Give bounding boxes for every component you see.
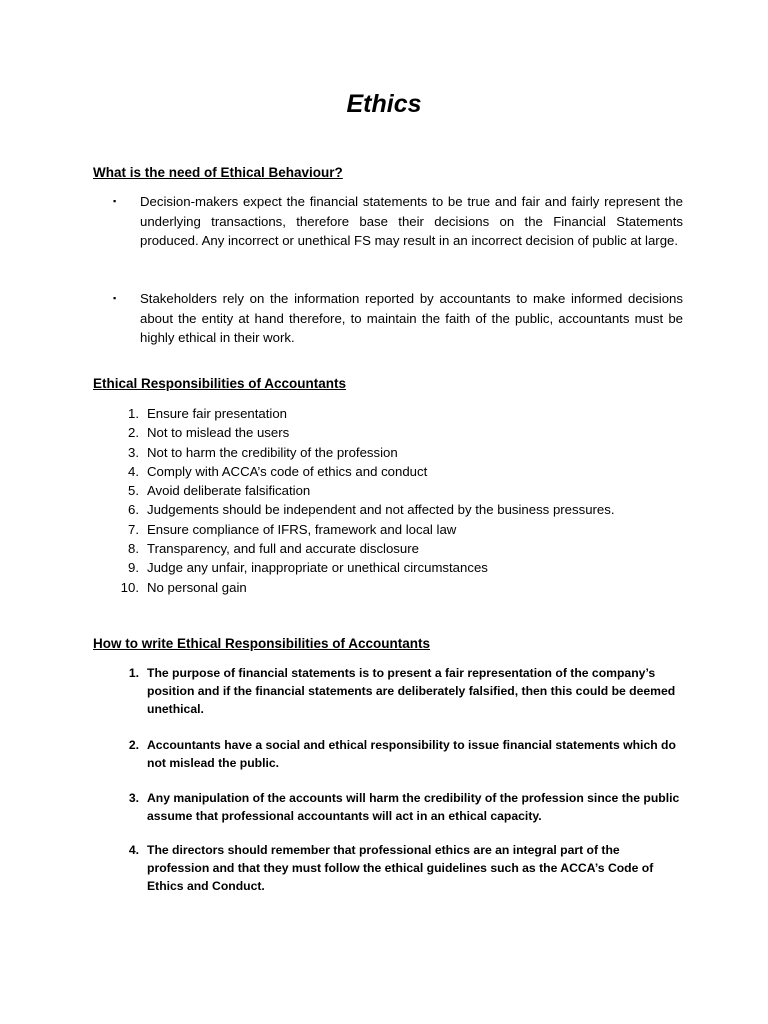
list-item [93,789,683,825]
list-item [93,423,693,442]
list-number: 5. [128,483,139,499]
page-title: Ethics [346,90,422,118]
list-text: Not to harm the credibility of the profession [147,444,398,460]
list-number: 2. [128,425,139,441]
list-text: The directors should remember that professional ethics are an integral part of the profession and that they must follow the ethical guidelines such as the ACCA’s Code of Ethics and Conduct. [147,843,654,894]
list-item [93,462,693,481]
list-number: 4. [128,463,139,479]
list-number: 6. [128,502,139,518]
list-number: 1. [128,666,139,680]
bullet-text: Stakeholders rely on the information reported by accountants to make informed decisions about the entity at hand therefore, to maintain the faith of the public, accountants must be highly ethical in their work. [140,291,683,346]
list-text: Judgements should be independent and not affected by the business pressures. [147,502,615,518]
list-item [93,578,693,597]
list-text: Ensure fair presentation [147,406,288,421]
section-heading-ethical-responsibilities: Ethical Responsibilities of Accountants [93,376,347,391]
list-item [93,520,693,539]
list-item [93,500,693,519]
list-number: 1. [128,406,139,421]
bullet-item [113,192,683,251]
list-text: Accountants have a social and ethical responsibility to issue financial statements which do not mislead the public. [147,738,676,771]
list-number: 8. [128,541,139,557]
list-text: The purpose of financial statements is to present a fair representation of the company’s position and if the financial statements are deliberately falsified, then this could be deemed unethical. [147,666,676,717]
list-text: Comply with ACCA’s code of ethics and conduct [147,463,428,479]
list-item [93,664,683,719]
list-text: Transparency, and full and accurate disclosure [147,541,419,557]
list-text: Any manipulation of the accounts will harm the credibility of the profession since the public assume that professional accountants will act in an ethical capacity. [147,791,680,824]
list-number: 10. [120,579,139,595]
list-number: 2. [128,738,139,752]
section-heading-need-ethical-behaviour: What is the need of Ethical Behaviour? [93,165,343,180]
bullet-text: Decision-makers expect the financial statements to be true and fair and fairly represent the underlying transactions, therefore base their decisions on the Financial Statements produced. Any incorrect or unethical FS may result in an incorrect decision of public at large. [140,194,683,249]
list-text: Not to mislead the users [147,425,290,441]
list-number: 7. [128,521,139,537]
list-item [93,736,683,772]
list-item [93,841,683,896]
list-item [93,481,693,500]
list-text: Avoid deliberate falsification [147,483,311,499]
responsibilities-list [93,404,693,597]
list-text: No personal gain [147,579,247,595]
list-number: 3. [128,791,139,805]
list-item [93,404,693,423]
square-bullet-icon: ▪ [113,293,117,303]
list-item [93,539,693,558]
list-item [93,443,693,462]
section-heading-how-to-write: How to write Ethical Responsibilities of Accountants [93,636,431,651]
square-bullet-icon: ▪ [113,196,117,206]
bullet-item [113,289,683,348]
list-text: Judge any unfair, inappropriate or unethical circumstances [147,560,488,576]
list-text: Ensure compliance of IFRS, framework and local law [147,521,457,537]
list-number: 4. [128,843,139,857]
list-number: 9. [128,560,139,576]
list-number: 3. [128,444,139,460]
list-item [93,558,693,577]
